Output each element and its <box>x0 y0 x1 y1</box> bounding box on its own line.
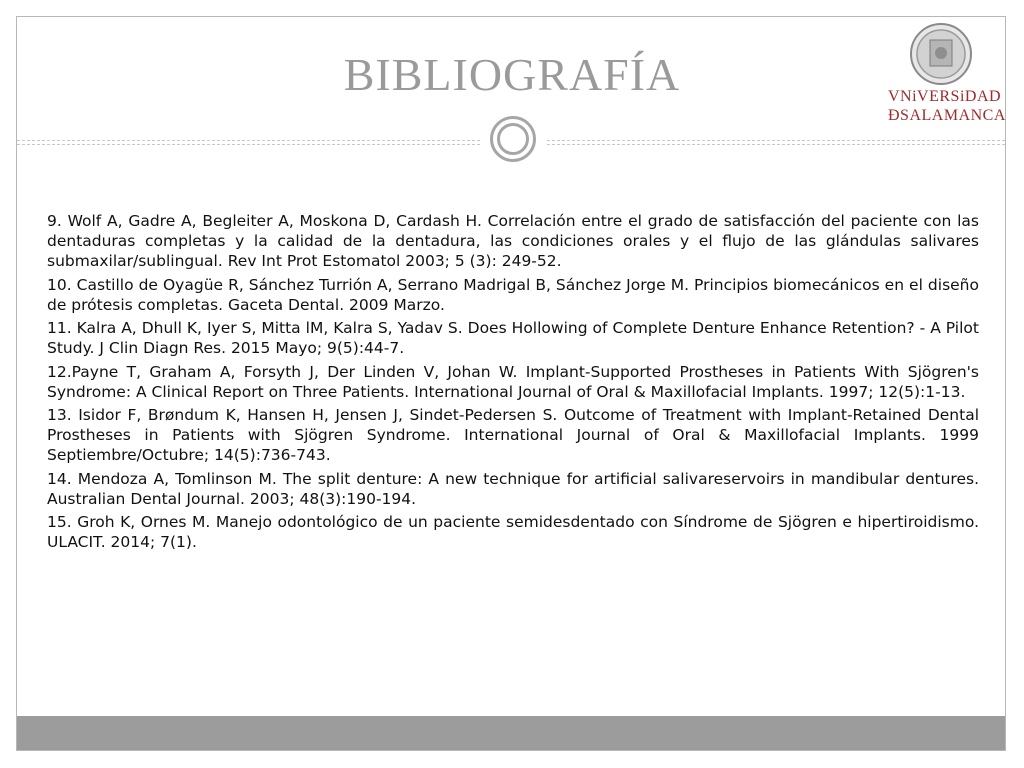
university-seal-icon <box>906 22 976 86</box>
reference-item: 11. Kalra A, Dhull K, Iyer S, Mitta lM, Kalra S, Yadav S. Does Hollowing of Complete Denture Enhance Retention? - A Pilot Study. J Clin Diagn Res. 2015 Mayo; 9(5):44-7. <box>47 319 979 357</box>
reference-item: 14. Mendoza A, Tomlinson M. The split denture: A new technique for artificial salivareservoirs in mandibular dentures. Australian Dental Journal. 2003; 48(3):190-194. <box>47 469 979 508</box>
ring-ornament-icon <box>490 116 536 162</box>
bibliography-list <box>47 211 979 556</box>
logo-text-line1: VNiVERSiDAD <box>888 88 1002 105</box>
university-logo <box>884 18 1004 124</box>
reference-item: 13. Isidor F, Brøndum K, Hansen H, Jensen J, Sindet-Pedersen S. Outcome of Treatment with Implant-Retained Dental Prostheses in Patients with Sjögren Syndrome. International Journal of Oral & Maxillofacial Implants. 1999 Septiembre/Octubre; 14(5):736-743. <box>47 406 979 464</box>
reference-item: 10. Castillo de Oyagüe R, Sánchez Turrión A, Serrano Madrigal B, Sánchez Jorge M. Principios biomecánicos en el diseño de prótesis completas. Gaceta Dental. 2009 Marzo. <box>47 275 979 314</box>
logo-text-line2: ÐSALAMANCA <box>888 107 1006 124</box>
footer-bar <box>17 716 1005 750</box>
reference-item: 15. Groh K, Ornes M. Manejo odontológico de un paciente semidesdentado con Síndrome de Sjögren e hipertiroidismo. ULACIT. 2014; 7(1). <box>47 513 979 551</box>
reference-item: 9. Wolf A, Gadre A, Begleiter A, Moskona D, Cardash H. Correlación entre el grado de satisfacción del paciente con las dentaduras completas y la calidad de la dentadura, las condiciones orales y el flujo de las glándulas salivares submaxilar/sublingual. Rev Int Prot Estomatol 2003; 5 (3): 249-52. <box>47 212 979 270</box>
reference-item: 12.Payne T, Graham A, Forsyth J, Der Linden V, Johan W. Implant-Supported Prostheses in Patients With Sjögren's Syndrome: A Clinical Report on Three Patients. International Journal of Oral & Maxillofacial Implants. 1997; 12(5):1-13. <box>47 362 979 401</box>
slide-title: BIBLIOGRAFÍA <box>343 49 681 100</box>
